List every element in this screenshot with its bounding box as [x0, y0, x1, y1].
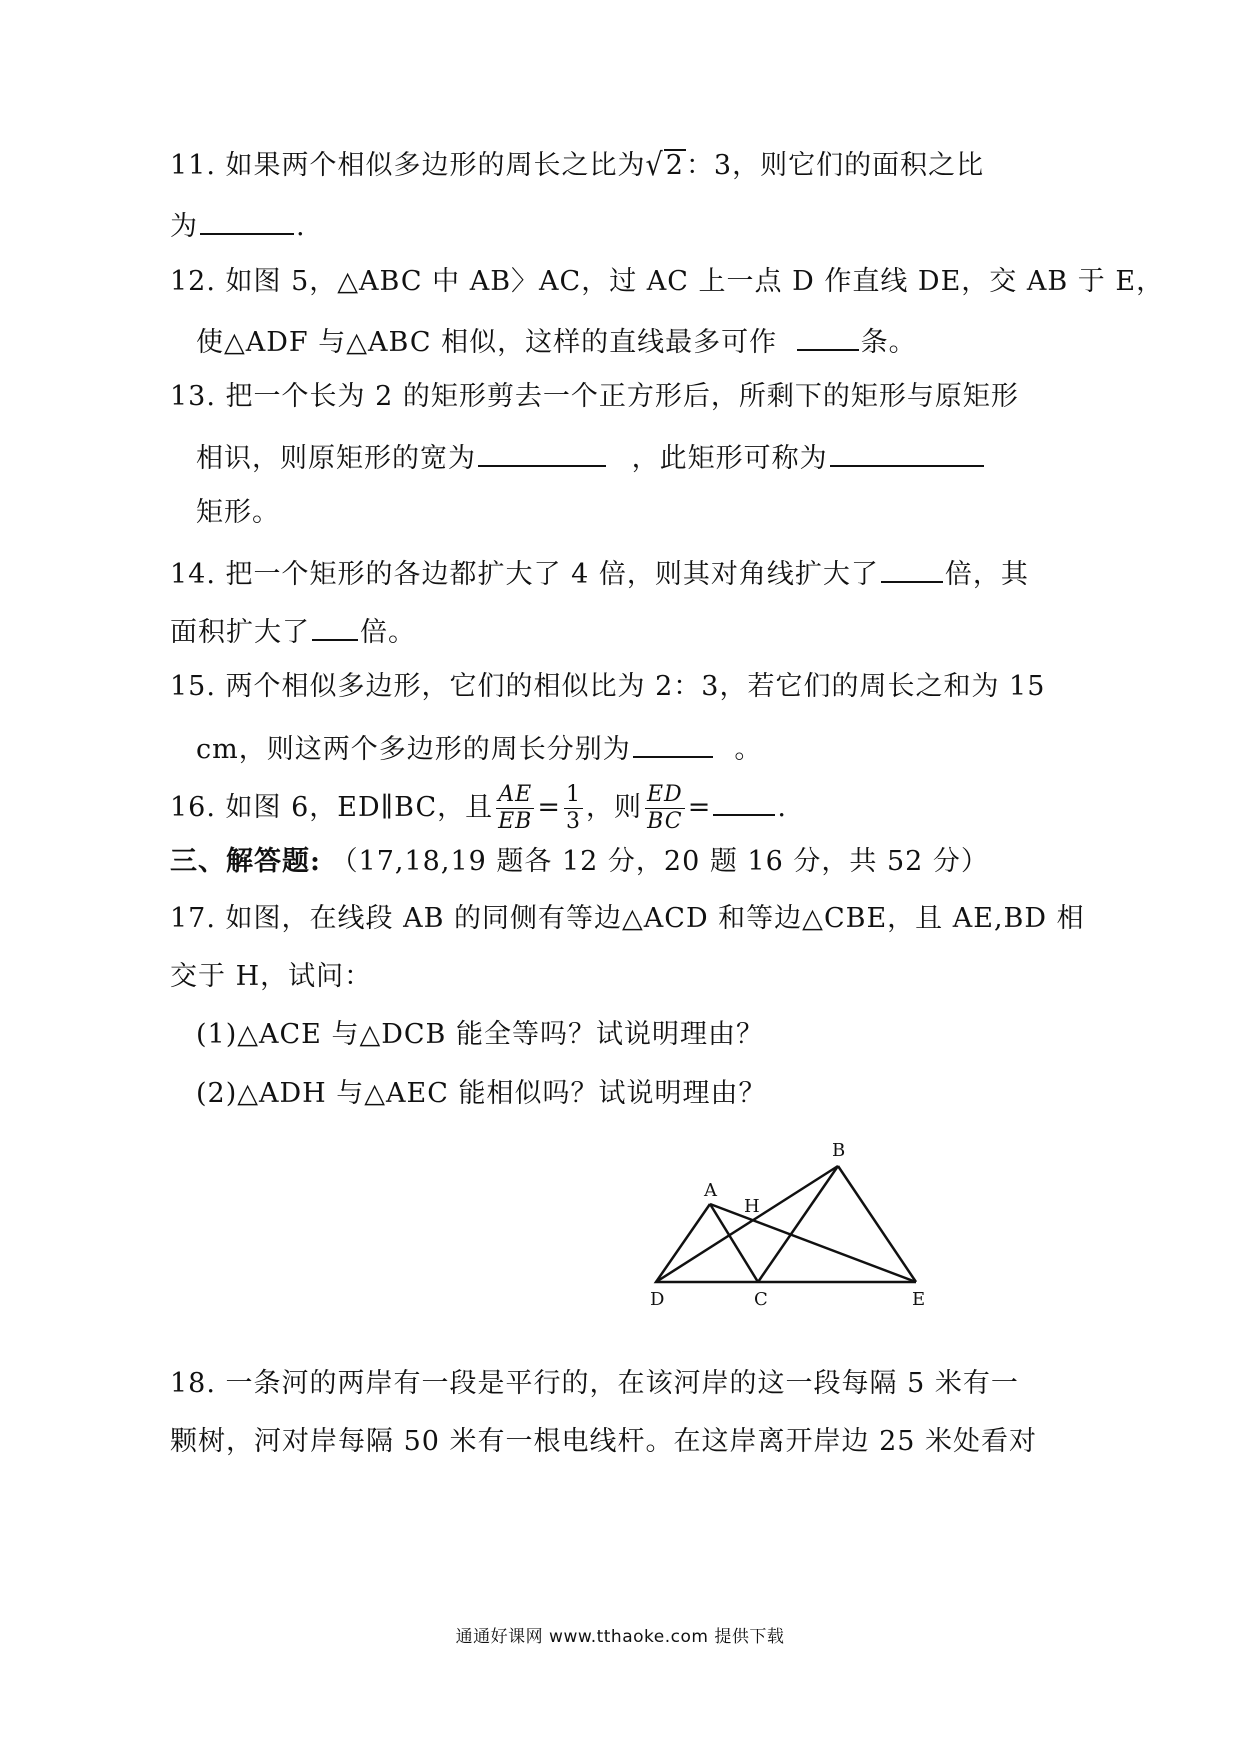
fraction-ed-bc	[645, 782, 685, 835]
equals-sign: =	[537, 792, 561, 823]
q11-text-a: 11. 如果两个相似多边形的周长之比为	[170, 150, 646, 181]
q14-text-a: 14. 把一个矩形的各边都扩大了 4 倍，则其对角线扩大了	[170, 559, 879, 590]
page-footer: 通通好课网 www.tthaoke.com 提供下载	[455, 1627, 785, 1647]
q16-text-b: ，则	[585, 792, 642, 823]
fraction-denominator: 3	[565, 809, 581, 834]
label-e: E	[912, 1289, 926, 1310]
label-a: A	[704, 1180, 717, 1201]
q16-answer-blank[interactable]	[713, 784, 775, 816]
q14-text-b: 倍，其	[944, 559, 1029, 590]
q14-area-blank[interactable]	[312, 609, 358, 641]
q11-line1	[170, 146, 984, 186]
q11-text-c: 为	[170, 211, 198, 242]
sqrt-inner: 2	[665, 150, 684, 181]
q12-answer-blank[interactable]	[797, 319, 859, 351]
q13-width-blank[interactable]	[478, 435, 606, 467]
q11-line2	[170, 203, 306, 247]
q14-text-c: 面积扩大了	[170, 617, 310, 648]
q11-answer-blank[interactable]	[200, 203, 294, 235]
q17-part1: (1)△ACE 与△DCB 能全等吗？试说明理由？	[196, 1019, 764, 1050]
fraction-denominator: EB	[498, 809, 533, 834]
q15-text-a: cm，则这两个多边形的周长分别为	[196, 734, 631, 765]
q11-text-d: .	[296, 211, 306, 242]
segment-be	[838, 1166, 916, 1282]
q12-text-b: 条。	[860, 327, 917, 358]
q15-text-b: 。	[734, 734, 763, 765]
q17-line2: 交于 H，试问：	[170, 961, 373, 992]
q14-diagonal-blank[interactable]	[881, 551, 943, 583]
fraction-ae-eb	[496, 782, 534, 835]
q17-line1: 17. 如图，在线段 AB 的同侧有等边△ACD 和等边△CBE，且 AE,BD 相	[170, 903, 1085, 934]
q16-line	[170, 780, 787, 836]
section3-title: 三、解答题:	[170, 846, 321, 877]
q15-answer-blank[interactable]	[633, 726, 713, 758]
q13-text-a: 相识，则原矩形的宽为	[196, 443, 476, 474]
q12-text-a: 使△ADF 与△ABC 相似，这样的直线最多可作	[196, 327, 778, 358]
fraction-numerator: 1	[565, 782, 581, 807]
fraction-numerator: ED	[646, 782, 683, 807]
q15-line1: 15. 两个相似多边形，它们的相似比为 2：3，若它们的周长之和为 15	[170, 671, 1046, 702]
segment-cb	[758, 1166, 838, 1282]
q13-line2	[196, 435, 986, 479]
q14-text-d: 倍。	[360, 617, 416, 648]
label-d: D	[650, 1289, 665, 1310]
equals-sign: =	[687, 792, 712, 823]
q18-line1: 18. 一条河的两岸有一段是平行的，在该河岸的这一段每隔 5 米有一	[170, 1368, 1019, 1399]
q15-line2	[196, 726, 762, 770]
q13-line3: 矩形。	[196, 497, 280, 528]
q14-line1	[170, 551, 1029, 595]
fraction-one-third	[564, 782, 583, 835]
segment-ae	[710, 1204, 916, 1282]
q12-line1: 12. 如图 5，△ABC 中 AB〉AC，过 AC 上一点 D 作直线 DE，交 AB 于 E，	[170, 266, 1165, 297]
q16-text-d: .	[777, 792, 787, 823]
label-c: C	[754, 1289, 768, 1310]
fraction-numerator: AE	[498, 782, 533, 807]
section3-heading	[170, 842, 989, 882]
q12-line2	[196, 319, 917, 363]
q11-text-b: ：3，则它们的面积之比	[685, 150, 985, 181]
section3-note: （17,18,19 题各 12 分，20 题 16 分，共 52 分）	[330, 846, 989, 877]
q17-geometry-figure	[640, 1130, 1040, 1350]
q16-text-a: 16. 如图 6，ED∥BC，且	[170, 792, 494, 823]
q17-part2: (2)△ADH 与△AEC 能相似吗？试说明理由？	[196, 1078, 767, 1109]
q13-line1: 13. 把一个长为 2 的矩形剪去一个正方形后，所剩下的矩形与原矩形	[170, 381, 1019, 412]
label-h: H	[744, 1196, 760, 1217]
sqrt-expression: √2	[645, 147, 684, 184]
q18-line2: 颗树，河对岸每隔 50 米有一根电线杆。在这岸离开岸边 25 米处看对	[170, 1426, 1038, 1457]
q14-line2	[170, 609, 416, 653]
fraction-denominator: BC	[647, 809, 683, 834]
label-b: B	[832, 1140, 846, 1161]
q13-name-blank[interactable]	[830, 435, 984, 467]
q13-text-b: ，此矩形可称为	[631, 443, 828, 474]
